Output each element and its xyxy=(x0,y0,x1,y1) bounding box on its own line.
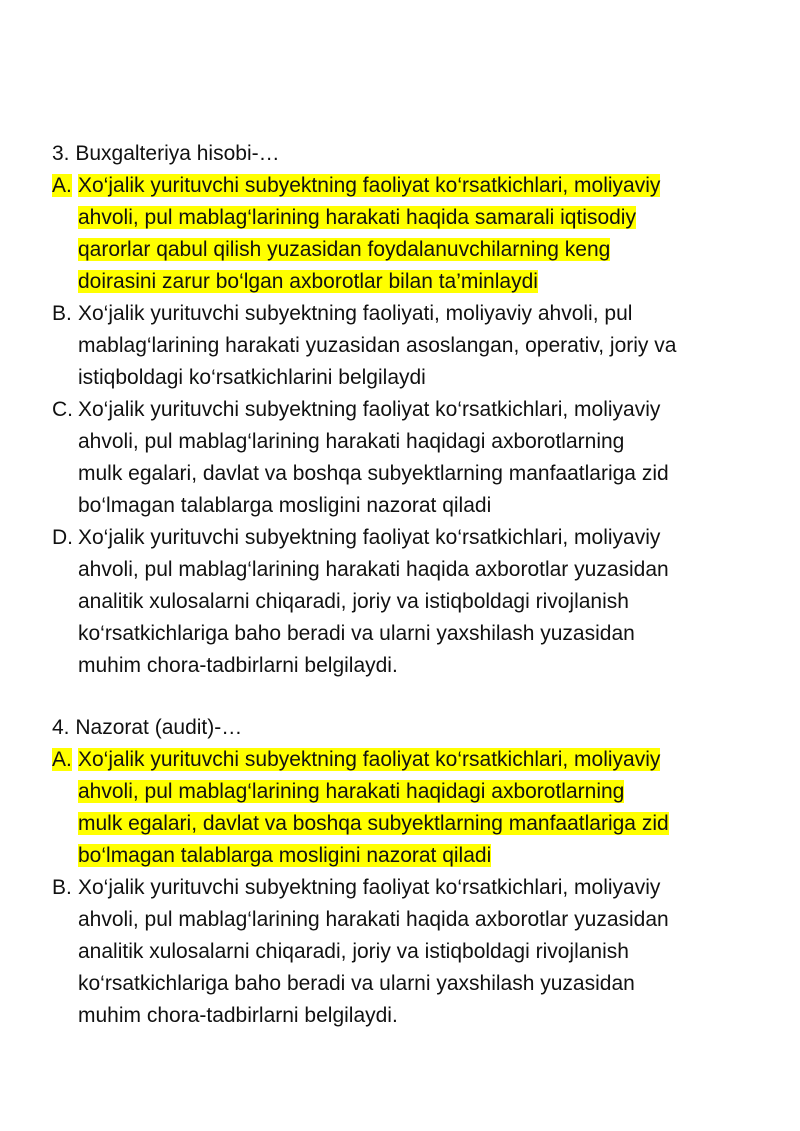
option-letter: A. xyxy=(52,174,72,197)
option-line: ko‘rsatkichlariga baho beradi va ularni yaxshilash yuzasidan xyxy=(78,622,635,645)
option-d xyxy=(52,522,752,682)
option-line: muhim chora-tadbirlarni belgilaydi. xyxy=(78,654,398,677)
option-line: bo‘lmagan talablarga mosligini nazorat qiladi xyxy=(78,844,492,867)
option-line: mulk egalari, davlat va boshqa subyektlarning manfaatlariga zid xyxy=(78,462,669,485)
option-line: ahvoli, pul mablag‘larining harakati haqida samarali iqtisodiy xyxy=(78,206,636,229)
option-text xyxy=(78,394,718,522)
option-line: Xo‘jalik yurituvchi subyektning faoliyat ko‘rsatkichlari, moliyaviy xyxy=(78,876,661,899)
option-text xyxy=(78,744,718,872)
option-line: analitik xulosalarni chiqaradi, joriy va istiqboldagi rivojlanish xyxy=(78,940,629,963)
question-4 xyxy=(52,712,752,1032)
option-b xyxy=(52,298,752,394)
option-line: mulk egalari, davlat va boshqa subyektlarning manfaatlariga zid xyxy=(78,812,669,835)
option-line: istiqboldagi ko‘rsatkichlarini belgilaydi xyxy=(78,366,426,389)
option-line: muhim chora-tadbirlarni belgilaydi. xyxy=(78,1004,398,1027)
question-title: 3. Buxgalteriya hisobi-… xyxy=(52,142,280,165)
option-letter: D. xyxy=(52,526,73,549)
option-line: ahvoli, pul mablag‘larining harakati haqida axborotlar yuzasidan xyxy=(78,908,669,931)
option-a xyxy=(52,744,752,872)
option-text xyxy=(78,872,718,1032)
option-letter: C. xyxy=(52,398,73,421)
option-line: Xo‘jalik yurituvchi subyektning faoliyat ko‘rsatkichlari, moliyaviy xyxy=(78,398,661,421)
option-line: qarorlar qabul qilish yuzasidan foydalanuvchilarning keng xyxy=(78,238,611,261)
option-line: ahvoli, pul mablag‘larining harakati haqidagi axborotlarning xyxy=(78,430,625,453)
option-text xyxy=(78,170,718,298)
option-b xyxy=(52,872,752,1032)
question-3 xyxy=(52,138,752,682)
option-line: doirasini zarur bo‘lgan axborotlar bilan ta’minlaydi xyxy=(78,270,538,293)
option-line: ahvoli, pul mablag‘larining harakati haqidagi axborotlarning xyxy=(78,780,625,803)
option-line: analitik xulosalarni chiqaradi, joriy va istiqboldagi rivojlanish xyxy=(78,590,629,613)
option-line: Xo‘jalik yurituvchi subyektning faoliyat ko‘rsatkichlari, moliyaviy xyxy=(78,748,661,771)
option-c xyxy=(52,394,752,522)
question-title: 4. Nazorat (audit)-… xyxy=(52,716,243,739)
option-line: ahvoli, pul mablag‘larining harakati haqida axborotlar yuzasidan xyxy=(78,558,669,581)
option-line: Xo‘jalik yurituvchi subyektning faoliyati, moliyaviy ahvoli, pul xyxy=(78,302,633,325)
option-text xyxy=(78,522,718,682)
option-line: bo‘lmagan talablarga mosligini nazorat qiladi xyxy=(78,494,492,517)
option-letter: B. xyxy=(52,302,72,325)
option-a xyxy=(52,170,752,298)
option-line: Xo‘jalik yurituvchi subyektning faoliyat ko‘rsatkichlari, moliyaviy xyxy=(78,174,661,197)
option-line: Xo‘jalik yurituvchi subyektning faoliyat ko‘rsatkichlari, moliyaviy xyxy=(78,526,661,549)
option-letter: B. xyxy=(52,876,72,899)
option-line: ko‘rsatkichlariga baho beradi va ularni yaxshilash yuzasidan xyxy=(78,972,635,995)
option-line: mablag‘larining harakati yuzasidan asoslangan, operativ, joriy va xyxy=(78,334,677,357)
option-text xyxy=(78,298,718,394)
option-letter: A. xyxy=(52,748,72,771)
